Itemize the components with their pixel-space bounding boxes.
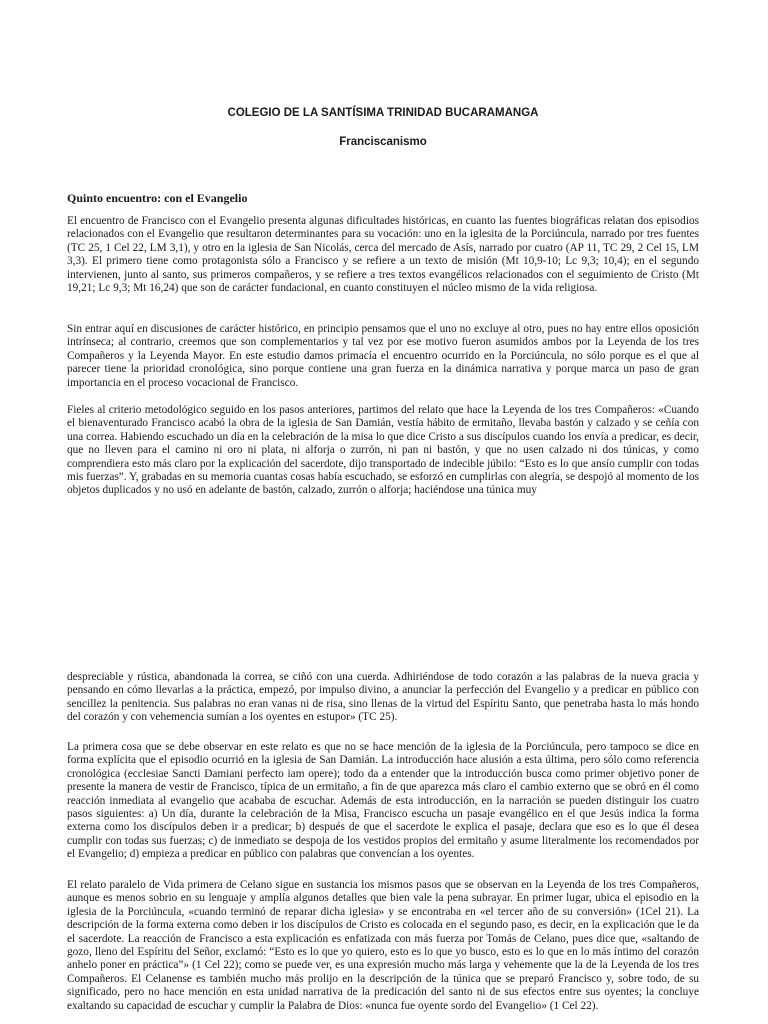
paragraph-1: El encuentro de Francisco con el Evangelio presenta algunas dificultades históricas, en cuanto las fuentes biográficas relatan dos episodios relacionados con el Evangelio que resultaron determinantes para su vocación: uno en la iglesita de la Porciúncula, narrado por tres fuentes (TC 25, 1 Cel 22, LM 3,1), y otro en la iglesia de San Nicolás, cerca del mercado de Asís, narrado por cuatro (AP 11, TC 29, 2 Cel 15, LM 3,3). El primero tiene como protagonista sólo a Francisco y se refiere a un texto de misión (Mt 10,9-10; Lc 9,3; 10,4); en el segundo intervienen, junto al santo, sus primeros compañeros, y se refiere a tres textos evangélicos relacionados con el seguimiento de Cristo (Mt 19,21; Lc 9,3; Mt 16,24) que son de carácter fundacional, en cuanto constituyen el núcleo mismo de la vida religiosa.	[67, 215, 699, 295]
document-subtitle: Franciscanismo	[339, 136, 427, 148]
paragraph-3: Fieles al criterio metodológico seguido en los pasos anteriores, partimos del relato que hace la Leyenda de los tres Compañeros: «Cuando el bienaventurado Francisco acabó la obra de la iglesia de San Damián, vestía hábito de ermitaño, llevaba bastón y calzado y se ceñía con una correa. Habiendo escuchado un día en la celebración de la misa lo que dice Cristo a sus discípulos cuando los envía a predicar, es decir, que no lleven para el camino ni oro ni plata, ni alforja o zurrón, ni pan ni bastón, y que no usen calzado ni dos túnicas, y como comprendiera esto más claro por la explicación del sacerdote, dijo transportado de indecible júbilo: “Esto es lo que ansío cumplir con todas mis fuerzas”. Y, grabadas en su memoria cuantas cosas había escuchado, se esforzó en cumplirlas con alegría, se despojó al momento de los objetos duplicados y no usó en adelante de bastón, calzado, zurrón o alforja; haciéndose una túnica muy	[67, 404, 699, 497]
paragraph-2: Sin entrar aquí en discusiones de carácter histórico, en principio pensamos que el uno no excluye al otro, pues no hay entre ellos oposición intrínseca; al contrario, creemos que son complementarios y tal vez por ese motivo fueron asumidos ambos por la Leyenda de los tres Compañeros y la Leyenda Mayor. En este estudio damos primacía el encuentro ocurrido en la Porciúncula, no sólo porque es el que al parecer tiene la prioridad cronológica, sino porque contiene una gran fuerza en la dinámica narrativa y porque marca un paso de gran importancia en el proceso vocacional de Francisco.	[67, 323, 699, 389]
paragraph-6: El relato paralelo de Vida primera de Celano sigue en sustancia los mismos pasos que se observan en la Leyenda de los tres Compañeros, aunque es menos sobrio en su lenguaje y amplía algunos detalles que bien vale la pena subrayar. En primer lugar, ubica el episodio en la iglesia de la Porciúncula, «cuando terminó de reparar dicha iglesia» y se encontraba en «el tercer año de su conversión» (1Cel 21). La descripción de la forma externa como deben ir los discípulos de Cristo es colocada en el segundo paso, es decir, en la explicación que le da el sacerdote. La reacción de Francisco a esta explicación es enfatizada con más fuerza por Tomás de Celano, pues dice que, «saltando de gozo, lleno del Espíritu del Señor, exclamó: “Esto es lo que yo quiero, esto es lo que yo busco, esto es lo que en lo más íntimo del corazón anhelo poner en práctica”» (1 Cel 22); como se puede ver, es una expresión mucho más larga y vehemente que la de la Leyenda de los tres Compañeros. El Celanense es también mucho más prolijo en la descripción de la túnica que se preparó Francisco y, sobre todo, de su significado, pero no hace mención en esta unidad narrativa de la predicación del santo ni de sus efectos entre sus oyentes; la concluye exaltando su capacidad de escuchar y cumplir la Palabra de Dios: «nunca fue oyente sordo del Evangelio» (1 Cel 22).	[67, 879, 699, 1012]
paragraph-5: La primera cosa que se debe observar en este relato es que no se hace mención de la iglesia de la Porciúncula, pero tampoco se dice en forma explícita que el episodio ocurrió en la iglesia de San Damián. La introducción hace alusión a esta última, pero sólo como referencia cronológica (ecclesiae Sancti Damiani perfecto iam opere); todo da a entender que la introducción busca como primer objetivo poner de presente la manera de vestir de Francisco, típica de un ermitaño, a fin de que aparezca más claro el cambio externo que se obró en él como reacción inmediata al evangelio que acababa de escuchar. Además de esta introducción, en la narración se pueden distinguir los cuatro pasos siguientes: a) Un día, durante la celebración de la Misa, Francisco escucha un pasaje evangélico en el que Jesús indica la forma externa como los discípulos deben ir a predicar; b) después de que el sacerdote le explica el pasaje, declara que eso es lo que él desea cumplir con todas sus fuerzas; c) de inmediato se despoja de los vestidos propios del ermitaño y asume literalmente los recomendados por el Evangelio; d) empieza a predicar en público con palabras que convencían a los oyentes.	[67, 741, 699, 861]
paragraph-4: despreciable y rústica, abandonada la correa, se ciñó con una cuerda. Adhiriéndose de todo corazón a las palabras de la nueva gracia y pensando en cómo llevarlas a la práctica, empezó, por impulso divino, a anunciar la perfección del Evangelio y a predicar en público con sencillez la penitencia. Sus palabras no eran vanas ni de risa, sino llenas de la virtud del Espíritu Santo, que penetraba hasta lo más hondo del corazón y con vehemencia sumían a los oyentes en estupor» (TC 25).	[67, 671, 699, 724]
document-title: COLEGIO DE LA SANTÍSIMA TRINIDAD BUCARAMANGA	[227, 107, 539, 119]
section-heading: Quinto encuentro: con el Evangelio	[67, 191, 248, 205]
